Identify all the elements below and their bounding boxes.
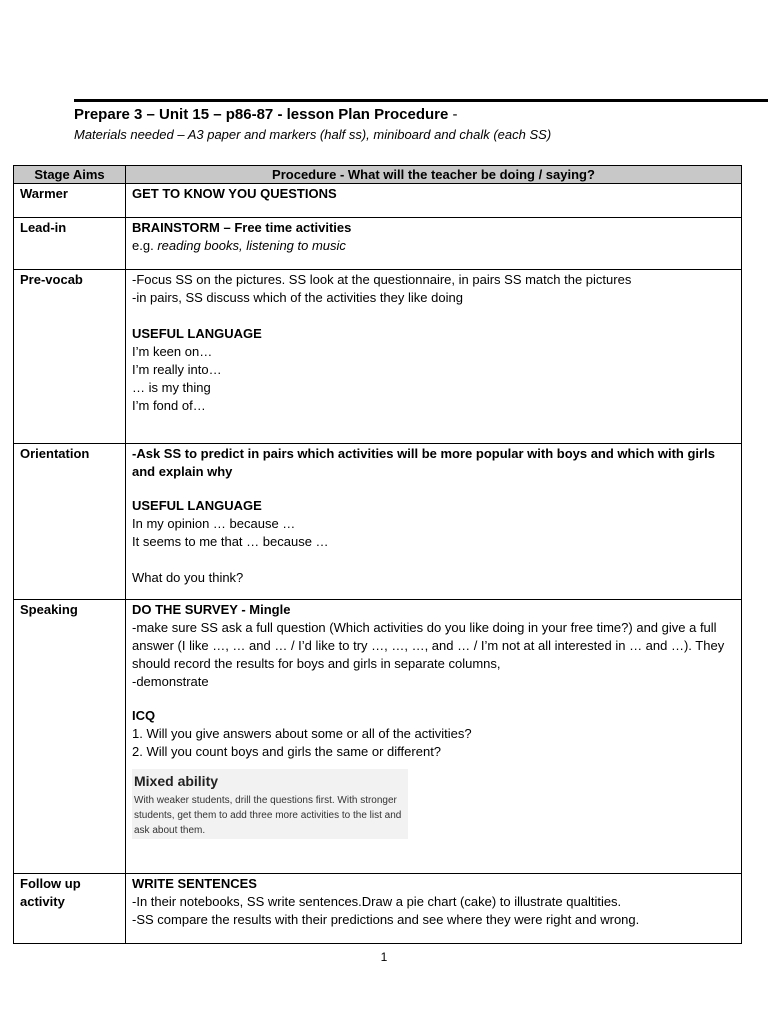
mixed-ability-text: With weaker students, drill the questions first. With stronger students, get them to add three more activities to the list and ask about them.: [134, 795, 402, 836]
warmer-heading: GET TO KNOW YOU QUESTIONS: [132, 186, 337, 201]
stage-prevocab: Pre-vocab: [14, 270, 126, 444]
procedure-leadin: [126, 218, 742, 270]
icq-question: 2. Will you count boys and girls the same or different?: [132, 744, 442, 759]
materials-needed: Materials needed – A3 paper and markers (half ss), miniboard and chalk (each SS): [74, 127, 552, 142]
row-prevocab: [14, 270, 742, 444]
speaking-heading: DO THE SURVEY - Mingle: [132, 602, 291, 617]
orientation-question: What do you think?: [132, 570, 244, 585]
document-title: [74, 106, 458, 123]
prevocab-phrase: I’m really into…: [132, 362, 222, 377]
document-title-text: Prepare 3 – Unit 15 – p86-87 - lesson Plan Procedure: [74, 106, 449, 123]
row-followup: [14, 874, 742, 944]
prevocab-phrase: I’m fond of…: [132, 398, 206, 413]
prevocab-line: -Focus SS on the pictures. SS look at the questionnaire, in pairs SS match the pictures: [132, 272, 632, 287]
lesson-plan-table: [13, 165, 742, 944]
prevocab-phrase: I’m keen on…: [132, 344, 213, 359]
leadin-example-prefix: e.g.: [132, 238, 154, 253]
orientation-phrase: It seems to me that … because …: [132, 534, 329, 549]
followup-line: -In their notebooks, SS write sentences.Draw a pie chart (cake) to illustrate qualtities.: [132, 894, 622, 909]
procedure-followup: [126, 874, 742, 944]
leadin-example-text: reading books, listening to music: [157, 238, 346, 253]
title-rule: [74, 99, 768, 102]
row-warmer: [14, 184, 742, 218]
mixed-ability-title: Mixed ability: [134, 773, 219, 789]
procedure-prevocab: [126, 270, 742, 444]
table-header-row: [14, 166, 742, 184]
prevocab-useful-heading: USEFUL LANGUAGE: [132, 326, 262, 341]
row-leadin: [14, 218, 742, 270]
row-speaking: [14, 600, 742, 874]
icq-question: 1. Will you give answers about some or all of the activities?: [132, 726, 472, 741]
header-procedure: Procedure - What will the teacher be doing / saying?: [126, 166, 742, 184]
stage-speaking: Speaking: [14, 600, 126, 874]
mixed-ability-box: [132, 769, 408, 839]
stage-orientation: Orientation: [14, 444, 126, 600]
stage-followup: Follow up activity: [14, 874, 126, 944]
page-number: 1: [380, 950, 388, 964]
row-orientation: [14, 444, 742, 600]
procedure-orientation: [126, 444, 742, 600]
orientation-useful-heading: USEFUL LANGUAGE: [132, 498, 262, 513]
leadin-heading: BRAINSTORM – Free time activities: [132, 220, 352, 235]
orientation-phrase: In my opinion … because …: [132, 516, 296, 531]
followup-heading: WRITE SENTENCES: [132, 876, 257, 891]
speaking-instruction: -demonstrate: [132, 674, 209, 689]
orientation-instruction: -Ask SS to predict in pairs which activities will be more popular with boys and which with girls and explain why: [132, 446, 715, 479]
procedure-speaking: [126, 600, 742, 874]
procedure-warmer: [126, 184, 742, 218]
prevocab-phrase: … is my thing: [132, 380, 211, 395]
stage-warmer: Warmer: [14, 184, 126, 218]
prevocab-line: -in pairs, SS discuss which of the activities they like doing: [132, 290, 463, 305]
stage-leadin: Lead-in: [14, 218, 126, 270]
followup-line: -SS compare the results with their predictions and see where they were right and wrong.: [132, 912, 640, 927]
document-title-suffix: -: [452, 106, 458, 123]
icq-heading: ICQ: [132, 708, 156, 723]
header-stage-aims: Stage Aims: [14, 166, 126, 184]
leadin-example: [132, 237, 735, 255]
speaking-instruction: -make sure SS ask a full question (Which activities do you like doing in your free time?) and give a full answer (I like …, … and … / I’d like to try …, …, …, and … / I’m not at all interested in … and …). They should record the results for boys and girls in separate columns,: [132, 620, 725, 671]
